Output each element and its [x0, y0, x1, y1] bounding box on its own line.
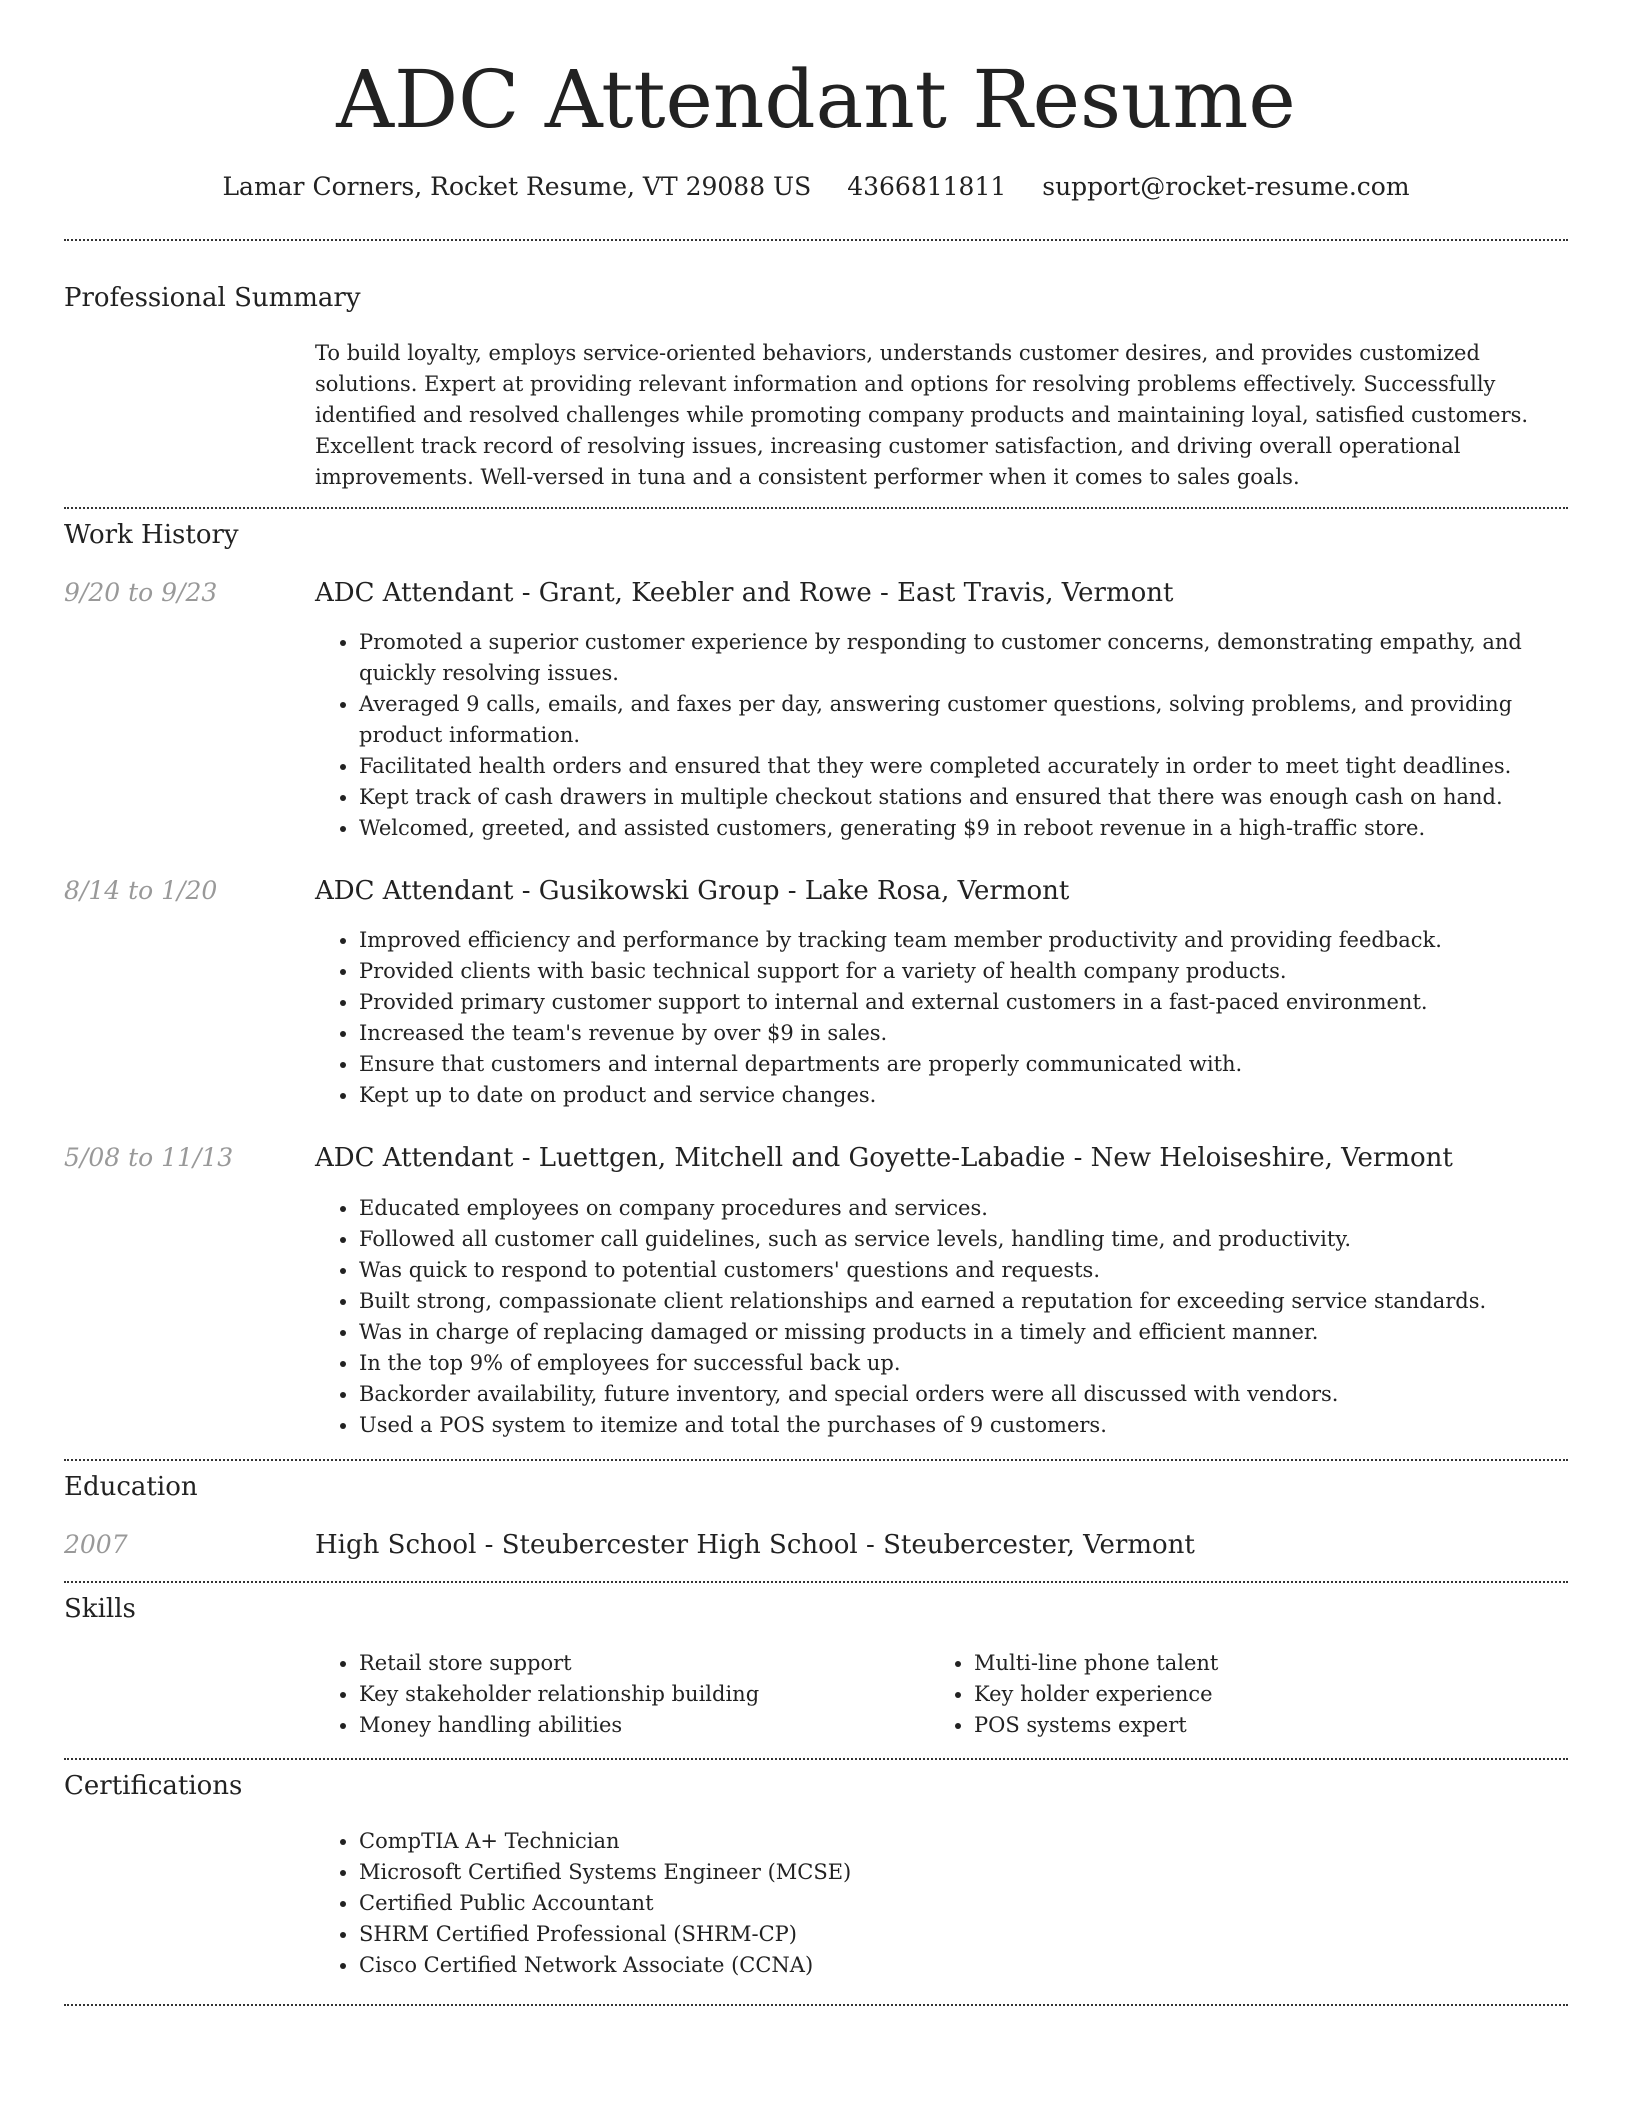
list-item: • Averaged 9 calls, emails, and faxes per day, answering customer questions, solving problems, and providing product information.	[359, 689, 1589, 751]
list-item: • Promoted a superior customer experience by responding to customer concerns, demonstrating empathy, and quickly resolving issues.	[359, 627, 1589, 689]
summary-heading: Professional Summary	[64, 283, 361, 313]
section-divider	[64, 507, 1568, 509]
job-bullets	[315, 627, 1589, 844]
education-year: 2007	[64, 1530, 128, 1559]
list-item: • Provided primary customer support to internal and external customers in a fast-paced environment.	[359, 987, 1589, 1018]
list-item: • Retail store support	[359, 1648, 919, 1679]
list-item: • Improved efficiency and performance by tracking team member productivity and providing feedback.	[359, 925, 1589, 956]
contact-email: support@rocket-resume.com	[1042, 172, 1410, 201]
contact-address: Lamar Corners, Rocket Resume, VT 29088 US	[222, 172, 812, 201]
summary-text: To build loyalty, employs service-oriented behaviors, understands customer desires, and provides customized solutions. Expert at providing relevant information and options for resolving problems effectively. Successfully identified and resolved challenges while promoting company products and maintaining loyal, satisfied customers. Excellent track record of resolving issues, increasing customer satisfaction, and driving overall operational improvements. Well-versed in tuna and a consistent performer when it comes to sales goals.	[315, 341, 1529, 489]
section-divider	[64, 239, 1568, 241]
list-item: • Provided clients with basic technical support for a variety of health company products.	[359, 956, 1589, 987]
list-item: • Followed all customer call guidelines, such as service levels, handling time, and productivity.	[359, 1224, 1589, 1255]
section-divider	[64, 1581, 1568, 1583]
skills-heading: Skills	[64, 1594, 136, 1624]
list-item: • POS systems expert	[974, 1710, 1534, 1741]
skills-list-left	[315, 1648, 919, 1741]
list-item: • Key stakeholder relationship building	[359, 1679, 919, 1710]
list-item: • SHRM Certified Professional (SHRM-CP)	[359, 1919, 1589, 1950]
certifications-heading: Certifications	[64, 1771, 243, 1801]
contact-line	[0, 170, 1632, 204]
list-item: • Cisco Certified Network Associate (CCNA)	[359, 1950, 1589, 1981]
job-dates: 8/14 to 1/20	[64, 876, 218, 905]
list-item: • CompTIA A+ Technician	[359, 1826, 1589, 1857]
section-divider	[64, 2004, 1568, 2006]
list-item: • Increased the team's revenue by over $9 in sales.	[359, 1018, 1589, 1049]
job-dates: 5/08 to 11/13	[64, 1143, 234, 1172]
list-item: • Key holder experience	[974, 1679, 1534, 1710]
list-item: • Educated employees on company procedures and services.	[359, 1193, 1589, 1224]
job-bullets	[315, 925, 1589, 1111]
job-title: ADC Attendant - Grant, Keebler and Rowe - East Travis, Vermont	[315, 578, 1174, 608]
list-item: • In the top 9% of employees for successful back up.	[359, 1348, 1589, 1379]
list-item: • Facilitated health orders and ensured that they were completed accurately in order to meet tight deadlines.	[359, 751, 1589, 782]
list-item: • Built strong, compassionate client relationships and earned a reputation for exceeding service standards.	[359, 1286, 1589, 1317]
list-item: • Was quick to respond to potential customers' questions and requests.	[359, 1255, 1589, 1286]
list-item: • Microsoft Certified Systems Engineer (MCSE)	[359, 1857, 1589, 1888]
list-item: • Kept track of cash drawers in multiple checkout stations and ensured that there was enough cash on hand.	[359, 782, 1589, 813]
list-item: • Used a POS system to itemize and total the purchases of 9 customers.	[359, 1410, 1589, 1441]
certifications-list	[315, 1826, 1589, 1981]
list-item: • Money handling abilities	[359, 1710, 919, 1741]
section-divider	[64, 1459, 1568, 1461]
education-heading: Education	[64, 1472, 198, 1502]
job-title: ADC Attendant - Luettgen, Mitchell and Goyette-Labadie - New Heloiseshire, Vermont	[315, 1143, 1453, 1173]
job-title: ADC Attendant - Gusikowski Group - Lake Rosa, Vermont	[315, 876, 1070, 906]
resume-title: ADC Attendant Resume	[336, 53, 1296, 146]
section-divider	[64, 1758, 1568, 1760]
work-history-heading: Work History	[64, 520, 239, 550]
education-entry: High School - Steubercester High School - Steubercester, Vermont	[315, 1530, 1195, 1560]
list-item: • Welcomed, greeted, and assisted customers, generating $9 in reboot revenue in a high-traffic store.	[359, 813, 1589, 844]
list-item: • Certified Public Accountant	[359, 1888, 1589, 1919]
skills-list-right	[930, 1648, 1534, 1741]
job-dates: 9/20 to 9/23	[64, 578, 218, 607]
list-item: • Was in charge of replacing damaged or missing products in a timely and efficient manner.	[359, 1317, 1589, 1348]
contact-phone: 4366811811	[847, 172, 1007, 201]
list-item: • Kept up to date on product and service changes.	[359, 1080, 1589, 1111]
list-item: • Multi-line phone talent	[974, 1648, 1534, 1679]
list-item: • Ensure that customers and internal departments are properly communicated with.	[359, 1049, 1589, 1080]
job-bullets	[315, 1193, 1589, 1441]
list-item: • Backorder availability, future inventory, and special orders were all discussed with vendors.	[359, 1379, 1589, 1410]
